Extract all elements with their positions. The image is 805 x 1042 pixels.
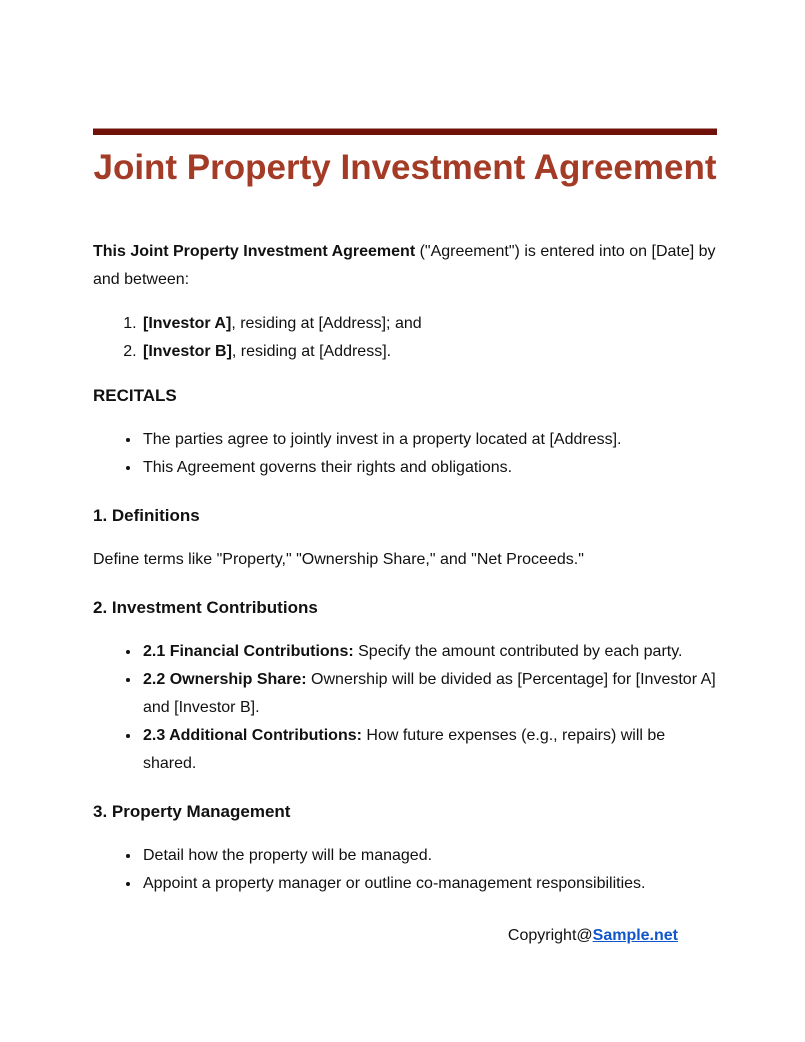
bullet-text: Ownership will be divided as [Percentage] for [Investor A] and [Investor B]. — [143, 671, 716, 716]
bullet-bold-lead: 2.2 Ownership Share: — [143, 671, 307, 688]
list-item — [141, 426, 717, 454]
list-item — [141, 842, 717, 870]
intro-paragraph — [93, 238, 717, 294]
list-item — [141, 638, 717, 666]
bullet-text: Detail how the property will be managed. — [143, 847, 433, 864]
sample-net-link[interactable]: Sample.net — [592, 927, 678, 944]
intro-text: ("Agreement") is entered into on [Date] by and between: — [93, 243, 716, 288]
recitals-bullet-list — [93, 426, 717, 482]
party-detail: , residing at [Address]. — [231, 343, 392, 360]
party-name: [Investor B] — [143, 343, 232, 360]
bullet-text: Specify the amount contributed by each party. — [353, 643, 683, 660]
bullet-bold-lead: 2.3 Additional Contributions: — [143, 727, 362, 744]
list-item — [141, 722, 717, 778]
section-heading-property-management: 3. Property Management — [93, 802, 291, 821]
definitions-paragraph: Define terms like "Property," "Ownership Share," and "Net Proceeds." — [93, 551, 584, 568]
intro-bold-lead: This Joint Property Investment Agreement — [93, 243, 416, 260]
footer — [93, 922, 717, 950]
list-item — [141, 870, 717, 898]
copyright-text: Copyright@ — [507, 927, 593, 944]
recital-text: The parties agree to jointly invest in a property located at [Address]. — [143, 431, 622, 448]
investment-contributions-bullet-list — [93, 638, 717, 778]
recital-text: This Agreement governs their rights and obligations. — [143, 459, 513, 476]
party-detail: , residing at [Address]; and — [231, 315, 422, 332]
bullet-bold-lead: 2.1 Financial Contributions: — [143, 643, 354, 660]
document-title: Joint Property Investment Agreement — [93, 148, 717, 187]
list-item — [141, 666, 717, 722]
parties-numbered-list — [93, 310, 717, 366]
list-item-investor-a — [141, 310, 717, 338]
property-management-bullet-list — [93, 842, 717, 898]
section-heading-definitions: 1. Definitions — [93, 506, 200, 525]
section-heading-investment-contributions: 2. Investment Contributions — [93, 598, 318, 617]
title-divider-rule — [93, 128, 717, 135]
recitals-heading: RECITALS — [93, 386, 177, 405]
list-item-investor-b — [141, 338, 717, 366]
list-item — [141, 454, 717, 482]
bullet-text: How future expenses (e.g., repairs) will be shared. — [143, 727, 666, 772]
bullet-text: Appoint a property manager or outline co-management responsibilities. — [143, 875, 646, 892]
party-name: [Investor A] — [143, 315, 232, 332]
